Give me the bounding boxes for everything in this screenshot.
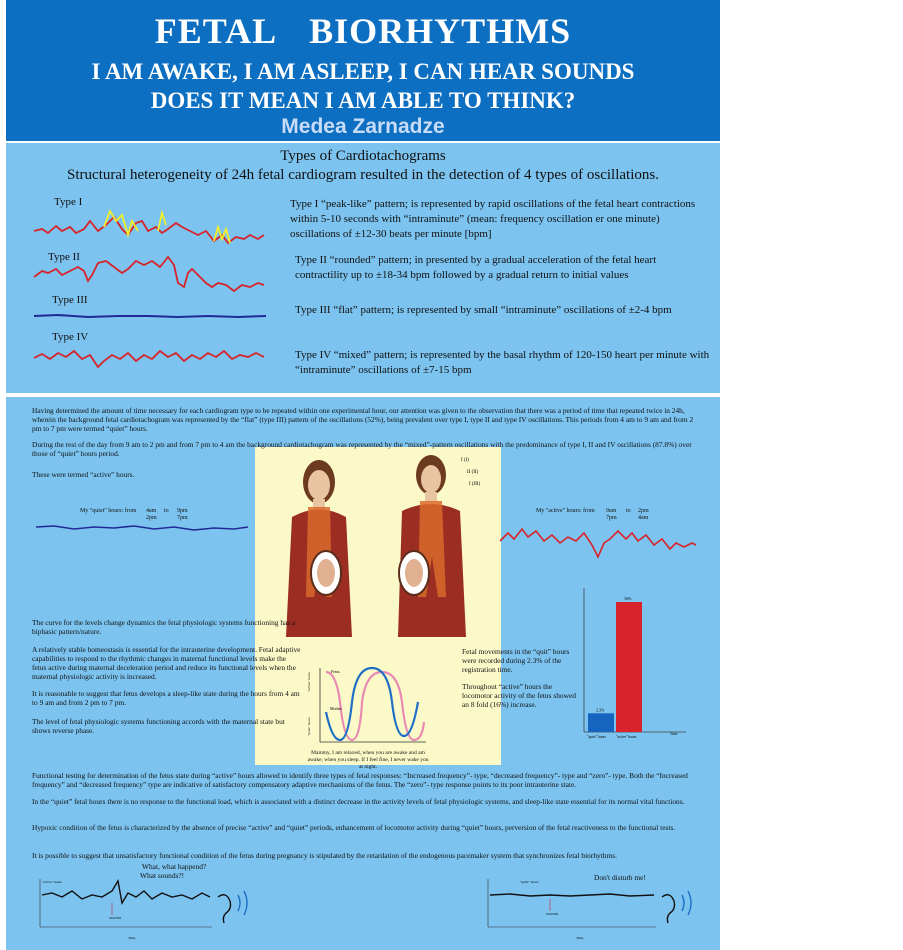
types-section — [6, 143, 720, 393]
poster-title: FETAL BIORHYTHMS — [154, 11, 572, 51]
type3-label: Type III — [52, 294, 88, 306]
bar-active-category: "active" hours — [616, 735, 637, 739]
what-happened-text: What, what happend? — [142, 862, 207, 871]
fetal-movement-bar-chart — [576, 582, 716, 747]
sound-wave-icon-2 — [688, 891, 691, 915]
active-hours-small-label: "active" hours — [42, 880, 62, 884]
dont-disturb-text: Don't disturb me! — [594, 873, 646, 882]
graph-active-label: "active" hours — [307, 672, 311, 692]
type3-trace — [34, 315, 266, 317]
woman-right-figure — [398, 455, 466, 637]
quiet-hours-small-label: "quiet" hours — [520, 880, 539, 884]
quiet-time-end1: 9pm — [177, 508, 188, 514]
bar-quiet-category: "quiet" hours — [587, 735, 607, 739]
time-label-right: Time — [576, 936, 584, 940]
biphasic-graph — [306, 662, 430, 748]
body-paragraph-1: Having determined the amount of time necessary for each cardiogram type to be repeated within one experimental hour, our attention was given to the observation that there was a period of time that repeated twice in 24h, wherein the background fetal cardiotachogram was represented by the “flat” (type III) pattern of the oscillations (52%), being prevalent over type I, type II and type IV oscillations. This periods from 4 am to 9 am and from 2 pm to 7 pm were termed “quiet” hours. — [32, 406, 694, 433]
types-title: Types of Cardiotachograms — [280, 148, 446, 164]
pattern-traces-svg — [28, 191, 268, 381]
left-text-1: The curve for the levels change dynamics the fetal physiologic systems functioning has a biphasic pattern/nature. — [32, 618, 296, 636]
type4-trace — [34, 351, 264, 367]
poster-subtitle-line1: I AM AWAKE, I AM ASLEEP, I CAN HEAR SOUNDS — [91, 59, 635, 84]
sound-wave-icon — [682, 895, 684, 911]
quiet-hours-label: My "quiet" hours: from — [80, 508, 137, 514]
type1-label: Type I — [54, 196, 83, 208]
quiet-time-start2: 2pm — [146, 515, 157, 521]
graph-mother-label: Mother — [330, 706, 342, 711]
active-time-start1: 9am — [606, 508, 617, 514]
pattern-traces — [28, 191, 268, 381]
fig-label-3: I (III) — [469, 482, 481, 487]
graph-fetus-label: Fetus — [331, 669, 340, 674]
type2-trace — [34, 257, 264, 291]
bottom-paragraph-3: Hypoxic condition of the fetus is characterized by the absence of precise “active” and “quiet” periods, enhancement of locomotor activity during “quiet” hours, perversion of the fetal reactiveness to the functional tests. — [32, 823, 676, 832]
time-label-left: Time — [128, 936, 136, 940]
type4-label: Type IV — [52, 331, 89, 343]
bar-chart-xlabel: Time — [670, 732, 678, 736]
active-to: to — [626, 508, 631, 514]
bar-active-hours — [616, 602, 642, 732]
quiet-sound-response-graph — [480, 875, 710, 947]
active-time-end2: 4am — [638, 515, 649, 521]
poster-header — [6, 0, 720, 141]
type2-description: Type II “rounded” pattern; in presented by a gradual acceleration of the fetal heart contractility up to ±18-34 bpm followed by a gradual return to initial values — [295, 254, 657, 281]
mammy-caption: Mammy, I am relaxed, when you are awake and am awake, when you sleep. If I feel fine, I never wake you at night. — [307, 750, 429, 770]
body-paragraph-2: During the rest of the day from 9 am to 2 pm and from 7 pm to 4 am the background cardiotachogram was represented by the “mixed”-pattern oscillations with the predominance of type I, II and IV oscillations (87.8%) over those of “quiet” hours period. — [32, 440, 692, 458]
bottom-paragraph-2: In the “quiet” fetal hours there is no response to the functional load, which is associated with a distinct decrease in the activity levels of fetal physiologic systems, and sleep-like state essential for its normal vital functions. — [32, 797, 685, 806]
quiet-trace — [34, 519, 250, 539]
quiet-to: to — [164, 508, 169, 514]
active-sound-response-graph — [32, 875, 262, 947]
left-text-2: A relatively stable homeostasis is essential for the intrauterine development. Fetal adaptive capabilities to respond to the rhythmic changes in maternal functional levels make the fetus active during maternal deceleration period and reduce its functional levels when the maternal physiologic activity is increased. — [32, 645, 301, 681]
types-subtitle: Structural heterogeneity of 24h fetal cardiogram resulted in the detection of 4 types of oscillations. — [67, 167, 659, 183]
mother-fetus-illustration — [286, 447, 481, 647]
body-paragraph-3: These were termed “active” hours. — [32, 470, 135, 479]
ear-icon — [218, 895, 231, 923]
active-time-start2: 7pm — [606, 515, 617, 521]
ear-icon — [662, 895, 675, 923]
graph-quiet-label: "quiet" hours — [307, 717, 311, 736]
right-text-2: Throughout “active” hours the locomotor activity of the fetus showed an 8 fold (16%) increase. — [462, 682, 576, 709]
type1-description: Type I “peak-like” pattern; is represented by rapid oscillations of the fetal heart contractions within 5-10 seconds with “intraminute” (mean: frequency oscillation er one minute) oscillations of ±12-30 beats per minute [bpm] — [290, 198, 696, 240]
left-text-4: The level of fetal physiologic systems functioning accords with the maternal state but shows reverse phase. — [32, 717, 285, 735]
active-hours-label: My "active" hours: from — [536, 508, 595, 514]
type4-description: Type IV “mixed” pattern; is represented by the basal rhythm of 120-150 heart per minute with “intraminute” oscillations of ±7-15 bpm — [295, 349, 710, 376]
bar-quiet-value: 2.3% — [596, 707, 605, 713]
sound-label-right: SOUND — [546, 912, 559, 916]
sound-wave-icon-2 — [244, 891, 247, 915]
quiet-time-end2: 7pm — [177, 515, 188, 521]
body-section — [6, 397, 720, 950]
left-text-3: It is reasonable to suggest that fetus develops a sleep-like state during the hours from 4 am to 9 am and from 2 pm to 7 pm. — [32, 689, 300, 707]
active-trace — [498, 519, 698, 561]
type1-peaks2 — [158, 213, 166, 231]
fig-label-1: I (I) — [461, 458, 469, 463]
bar-quiet-hours — [588, 713, 614, 732]
poster-author: Medea Zarnadze — [281, 115, 445, 138]
woman-left-figure — [286, 460, 352, 637]
type2-label: Type II — [48, 251, 80, 263]
fig-label-2: II (II) — [467, 470, 479, 475]
sound-label-left: SOUND — [109, 916, 122, 920]
type3-description: Type III “flat” pattern; is represented by small “intraminute” oscillations of ±2-4 bpm — [295, 304, 672, 316]
poster — [6, 0, 720, 950]
poster-subtitle-line2: DOES IT MEAN I AM ABLE TO THINK? — [150, 88, 576, 113]
bar-active-value: 16% — [624, 596, 632, 601]
bottom-paragraph-1: Functional testing for determination of the fetus state during “active” hours allowed to identify three types of fetal responses: “Increased frequency”- type, “decreased frequency”- type and “zero”- type. Both the “Increased frequency” and “decreased frequency” type are indicative of satisfactory compensatory adaptive mechanisms of the fetus. The “zero”- type response points to its poor intrauterine state. — [32, 771, 688, 789]
sound-wave-icon — [238, 895, 240, 911]
what-sounds-text: What sounds?! — [140, 871, 185, 880]
right-text-1: Fetal movements in the “quit” hours were recorded during 2.3% of the registration time. — [462, 647, 570, 674]
active-time-end1: 2pm — [638, 508, 649, 514]
bottom-paragraph-4: It is possible to suggest that unsatisfactory functional condition of the fetus during pregnancy is stipulated by the retardation of the endogenous pacemaker system that synchronizes fetal biorhythms. — [32, 851, 617, 860]
quiet-time-start1: 4am — [146, 508, 157, 514]
